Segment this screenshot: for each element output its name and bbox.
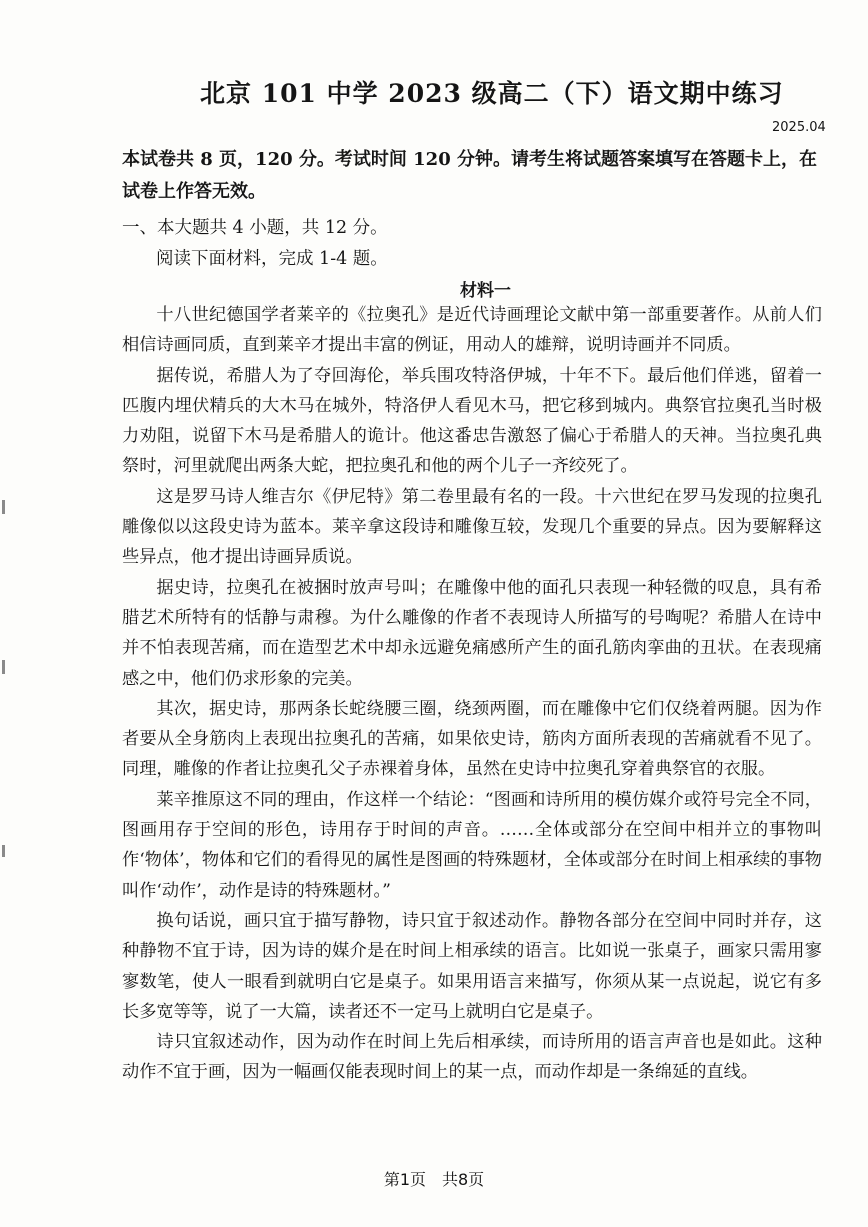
- exam-title: 北京 101 中学 2023 级高二（下）语文期中练习: [200, 79, 784, 108]
- binding-mark: [2, 660, 5, 674]
- paragraph: 换句话说，画只宜于描写静物，诗只宜于叙述动作。静物各部分在空间中同时并存，这种静物不宜于诗，因为诗的媒介是在时间上相承续的语言。比如说一张桌子，画家只需用寥寥数笔，使人一眼看到就明白它是桌子。如果用语言来描写，你须从某一点说起，说它有多长多宽等等，说了一大篇，读者还不一定马上就明白它是桌子。: [122, 910, 822, 1022]
- paragraph: 诗只宜叙述动作，因为动作在时间上先后相承续，而诗所用的语言声音也是如此。这种动作不宜于画，因为一幅画仅能表现时间上的某一点，而动作却是一条绵延的直线。: [122, 1032, 822, 1083]
- paragraph: 十八世纪德国学者莱辛的《拉奥孔》是近代诗画理论文献中第一部重要著作。从前人们相信诗画同质，直到莱辛才提出丰富的例证，用动人的雄辩，说明诗画并不同质。: [122, 305, 822, 356]
- material-text: [122, 300, 822, 1088]
- section-intro: 阅读下面材料，完成 1-4 题。: [156, 249, 388, 269]
- paragraph: 据史诗，拉奥孔在被捆时放声号叫；在雕像中他的面孔只表现一种轻微的叹息，具有希腊艺术所特有的恬静与肃穆。为什么雕像的作者不表现诗人所描写的号啕呢？希腊人在诗中并不怕表现苦痛，而在造型艺术中却永远避免痛感所产生的面孔筋肉挛曲的丑状。在表现痛感之中，他们仍求形象的完美。: [122, 577, 822, 689]
- paragraph: 其次，据史诗，那两条长蛇绕腰三圈，绕颈两圈，而在雕像中它们仅绕着两腿。因为作者要从全身筋肉上表现出拉奥孔的苦痛，如果依史诗，筋肉方面所表现的苦痛就看不见了。同理，雕像的作者让拉奥孔父子赤裸着身体，虽然在史诗中拉奥孔穿着典祭官的衣服。: [122, 698, 822, 780]
- paragraph: 莱辛推原这不同的理由，作这样一个结论：“图画和诗所用的模仿媒介或符号完全不同，图画用存于空间的形色，诗用存于时间的声音。……全体或部分在空间中相并立的事物叫作‘物体’，物体和它们的看得见的属性是图画的特殊题材，全体或部分在时间上相承续的事物叫作‘动作’，动作是诗的特殊题材。”: [122, 789, 822, 901]
- paragraph: 这是罗马诗人维吉尔《伊尼特》第二卷里最有名的一段。十六世纪在罗马发现的拉奥孔雕像似以这段史诗为蓝本。莱辛拿这段诗和雕像互较，发现几个重要的异点。因为要解释这些异点，他才提出诗画异质说。: [122, 486, 822, 568]
- section-heading: 一、本大题共 4 小题，共 12 分。: [122, 218, 388, 238]
- paragraph: 据传说，希腊人为了夺回海伦，举兵围攻特洛伊城，十年不下。最后他们佯逃，留着一匹腹内埋伏精兵的大木马在城外，特洛伊人看见木马，把它移到城内。典祭官拉奥孔当时极力劝阻，说留下木马是希腊人的诡计。他这番忠告激怒了偏心于希腊人的天神。当拉奥孔典祭时，河里就爬出两条大蛇，把拉奥孔和他的两个儿子一齐绞死了。: [122, 365, 822, 477]
- exam-date: 2025.04: [772, 120, 826, 135]
- exam-instructions: 本试卷共 8 页，120 分。考试时间 120 分钟。请考生将试题答案填写在答题卡上，在试卷上作答无效。: [122, 149, 818, 202]
- binding-mark: [2, 500, 5, 514]
- material-title: 材料一: [460, 281, 511, 301]
- binding-mark: [2, 845, 5, 857]
- page-number: 第1页 共8页: [383, 1170, 485, 1189]
